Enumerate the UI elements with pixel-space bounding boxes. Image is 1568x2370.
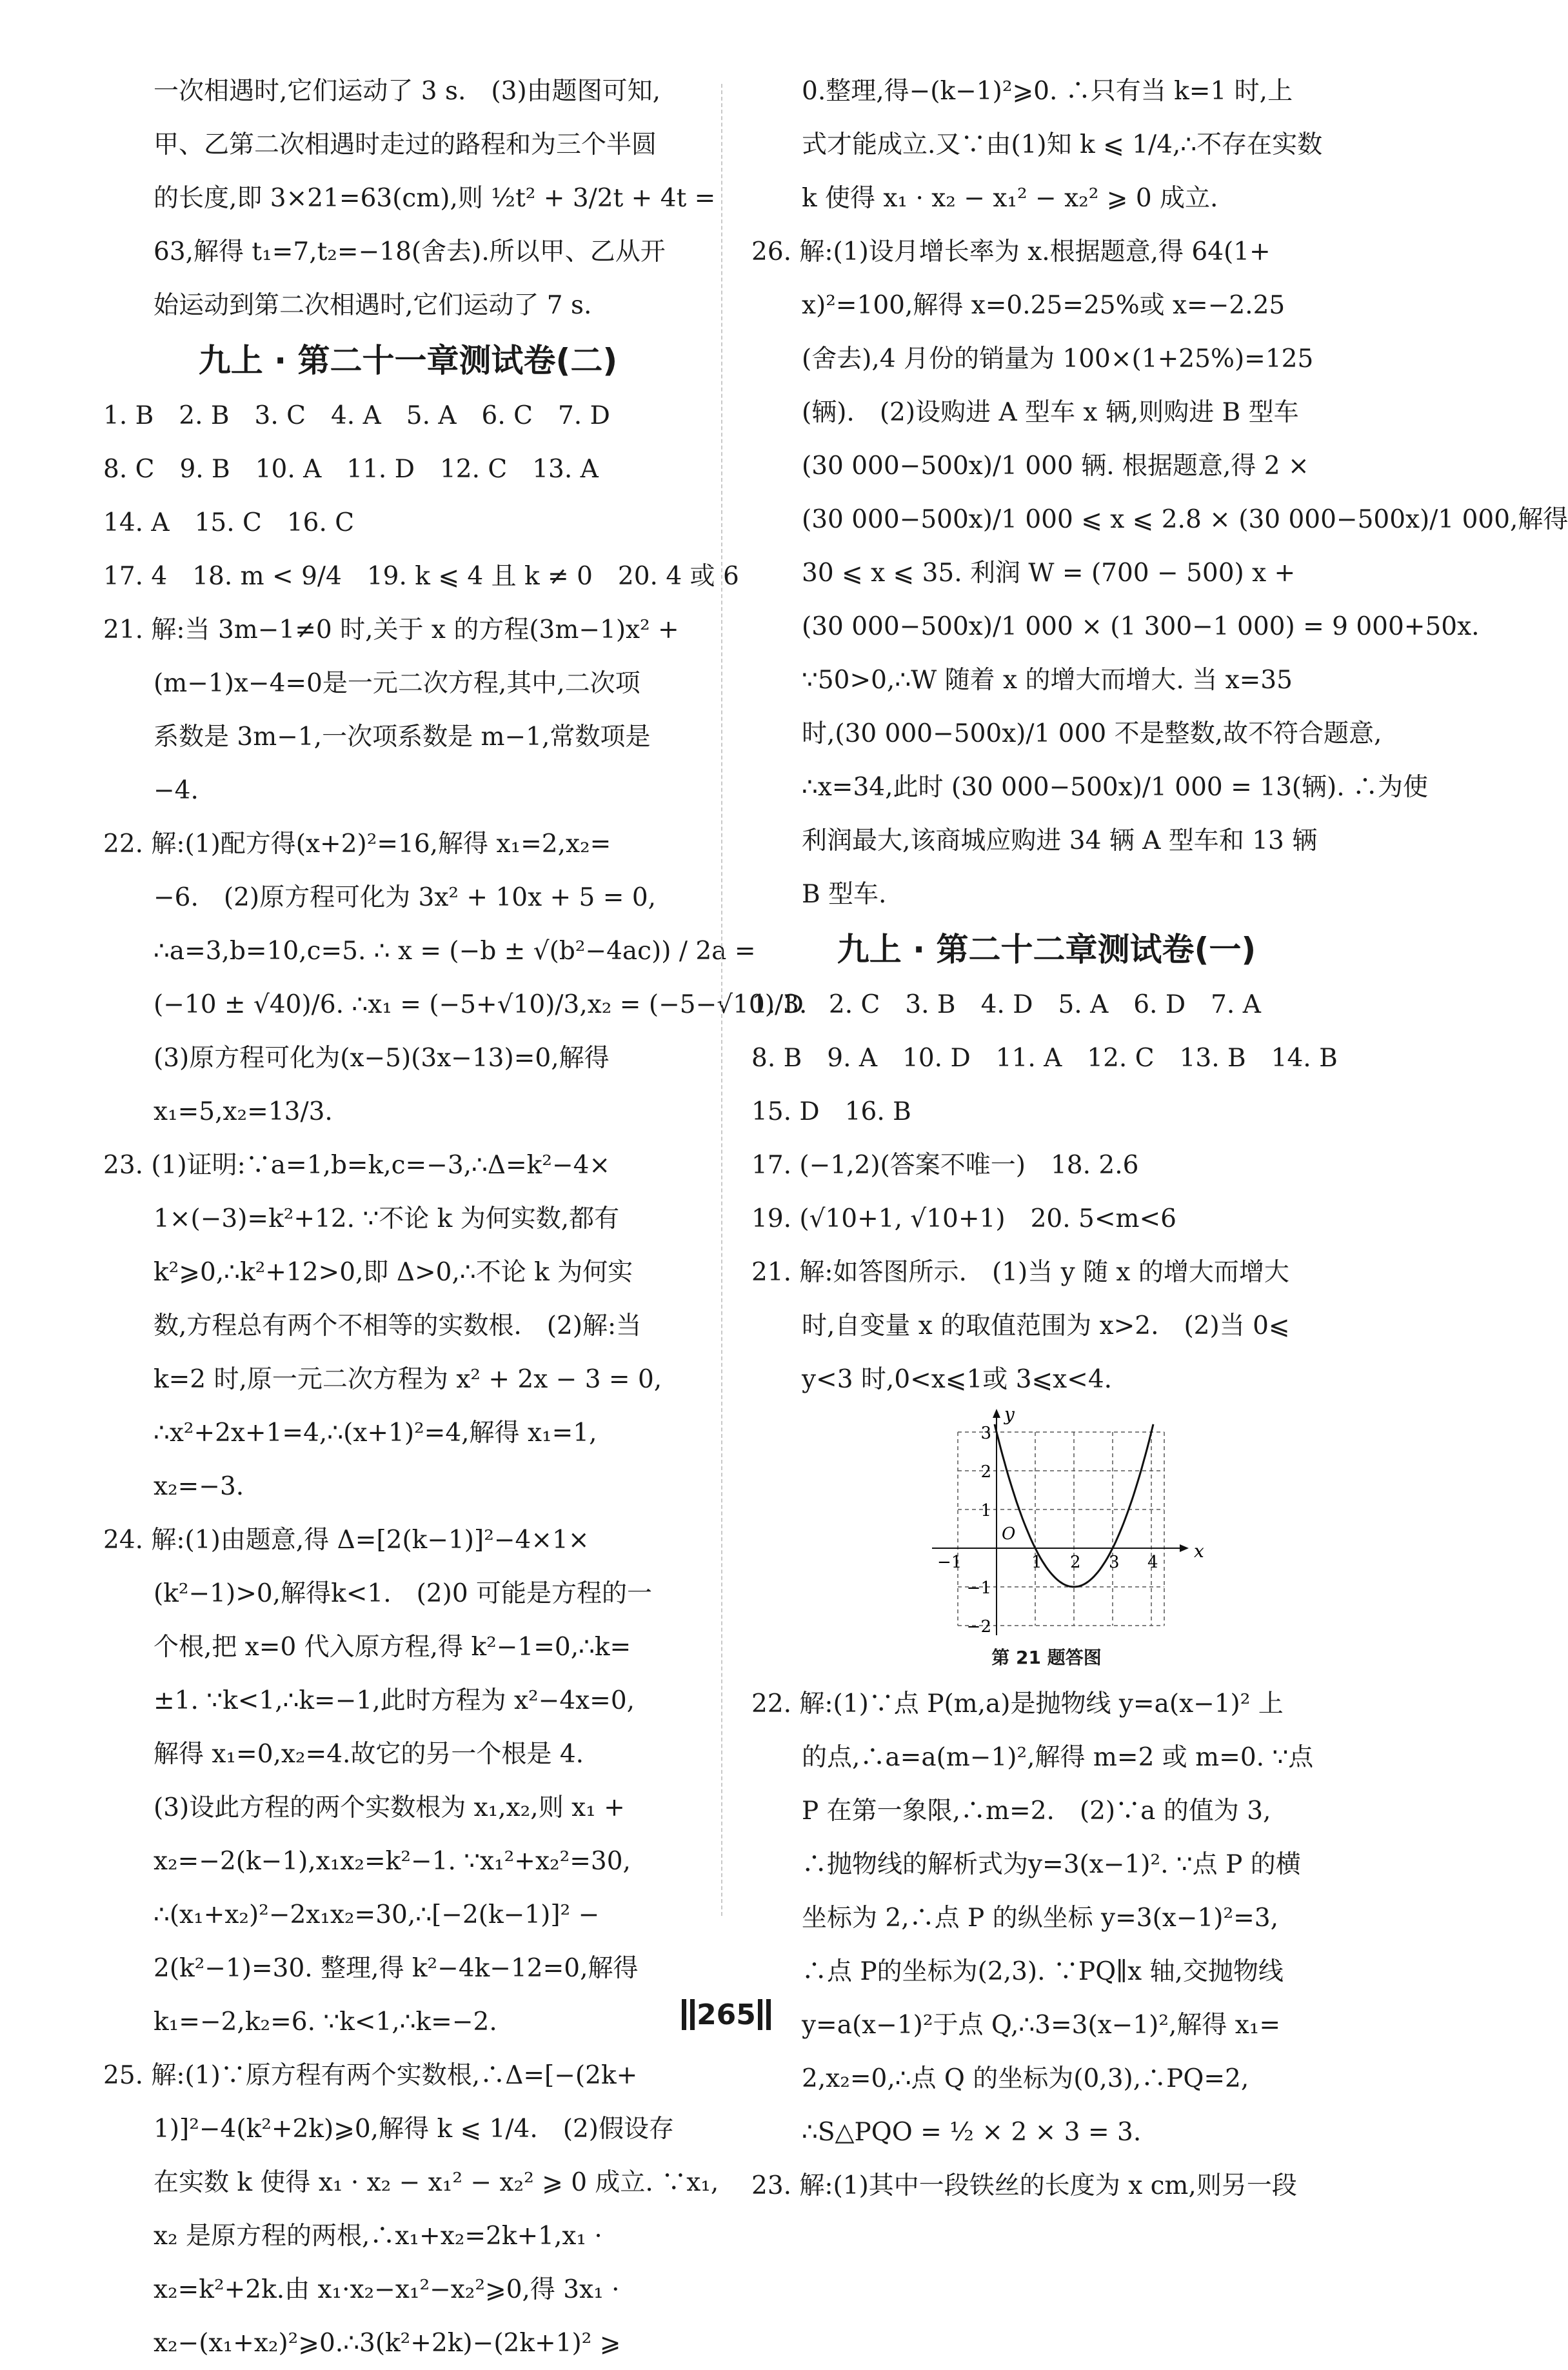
- text-line: 14. A 15. C 16. C: [103, 508, 355, 537]
- text-line: 在实数 k 使得 x₁ · x₂ − x₁² − x₂² ⩾ 0 成立. ∵x₁,: [154, 2168, 719, 2197]
- text-line: 个根,把 x=0 代入原方程,得 k²−1=0,∴k=: [154, 1633, 631, 1662]
- text-line: 的长度,即 3×21=63(cm),则 ½t² + 3/2t + 4t =: [154, 184, 716, 213]
- y-axis-arrow: [993, 1409, 1000, 1418]
- text-line: (k²−1)>0,解得k<1. (2)0 可能是方程的一: [154, 1579, 653, 1608]
- text-line: 的点,∴a=a(m−1)²,解得 m=2 或 m=0. ∵点: [802, 1743, 1314, 1772]
- origin-label: O: [1002, 1524, 1016, 1544]
- text-line: −4.: [154, 776, 199, 805]
- x-axis-label: x: [1194, 1540, 1204, 1562]
- text-line: ∴x²+2x+1=4,∴(x+1)²=4,解得 x₁=1,: [154, 1419, 597, 1448]
- text-line: 22. 解:(1)配方得(x+2)²=16,解得 x₁=2,x₂=: [103, 830, 611, 859]
- text-line: ∴S△PQO = ½ × 2 × 3 = 3.: [802, 2118, 1142, 2147]
- text-line: 时,(30 000−500x)/1 000 不是整数,故不符合题意,: [802, 719, 1382, 748]
- text-line: 23. (1)证明:∵a=1,b=k,c=−3,∴Δ=k²−4×: [103, 1151, 611, 1180]
- text-line: 21. 解:当 3m−1≠0 时,关于 x 的方程(3m−1)x² +: [103, 615, 679, 644]
- text-line: (m−1)x−4=0是一元二次方程,其中,二次项: [154, 669, 640, 698]
- text-line: 解得 x₁=0,x₂=4.故它的另一个根是 4.: [154, 1740, 584, 1769]
- column-divider: [721, 84, 722, 1916]
- text-line: k²⩾0,∴k²+12>0,即 Δ>0,∴不论 k 为何实: [154, 1258, 633, 1287]
- text-line: 式才能成立.又∵由(1)知 k ⩽ 1/4,∴不存在实数: [802, 130, 1323, 159]
- text-line: 22. 解:(1)∵点 P(m,a)是抛物线 y=a(x−1)² 上: [751, 1689, 1284, 1718]
- text-line: x₂ 是原方程的两根,∴x₁+x₂=2k+1,x₁ ·: [154, 2222, 602, 2251]
- text-line: (3)设此方程的两个实数根为 x₁,x₂,则 x₁ +: [154, 1793, 625, 1822]
- text-line: 1. D 2. C 3. B 4. D 5. A 6. D 7. A: [751, 990, 1261, 1019]
- text-line: ±1. ∵k<1,∴k=−1,此时方程为 x²−4x=0,: [154, 1686, 635, 1715]
- text-line: 21. 解:如答图所示. (1)当 y 随 x 的增大而增大: [751, 1258, 1289, 1287]
- text-line: 利润最大,该商城应购进 34 辆 A 型车和 13 辆: [802, 826, 1318, 855]
- y-tick-label: 1: [980, 1501, 991, 1520]
- text-line: 63,解得 t₁=7,t₂=−18(舍去).所以甲、乙从开: [154, 237, 666, 266]
- page-number-bar-icon: [682, 1999, 686, 2030]
- text-line: k₁=−2,k₂=6. ∵k<1,∴k=−2.: [154, 2007, 497, 2036]
- text-line: 26. 解:(1)设月增长率为 x.根据题意,得 64(1+: [751, 237, 1271, 266]
- text-line: 系数是 3m−1,一次项系数是 m−1,常数项是: [154, 722, 651, 752]
- text-line: 8. B 9. A 10. D 11. A 12. C 13. B 14. B: [751, 1044, 1338, 1073]
- text-line: k 使得 x₁ · x₂ − x₁² − x₂² ⩾ 0 成立.: [802, 184, 1218, 213]
- text-line: ∴a=3,b=10,c=5. ∴ x = (−b ± √(b²−4ac)) / 2a =: [154, 937, 756, 966]
- right-column-top: [751, 65, 1568, 1406]
- text-line: y=a(x−1)²于点 Q,∴3=3(x−1)²,解得 x₁=: [802, 2011, 1281, 2040]
- figure-caption: 第 21 题答图: [991, 1647, 1102, 1668]
- page-number-bar-icon: [690, 1999, 695, 2030]
- page-number-text: 265: [697, 1998, 756, 2031]
- x-axis-arrow: [1180, 1544, 1189, 1552]
- text-line: (−10 ± √40)/6. ∴x₁ = (−5+√10)/3,x₂ = (−5−√10)/3.: [154, 990, 808, 1019]
- text-line: x₂−(x₁+x₂)²⩾0.∴3(k²+2k)−(2k+1)² ⩾: [154, 2329, 621, 2358]
- text-line: 23. 解:(1)其中一段铁丝的长度为 x cm,则另一段: [751, 2171, 1297, 2200]
- text-line: 2,x₂=0,∴点 Q 的坐标为(0,3),∴PQ=2,: [802, 2064, 1249, 2093]
- text-line: x₂=−3.: [154, 1472, 244, 1501]
- text-line: (3)原方程可化为(x−5)(3x−13)=0,解得: [154, 1044, 610, 1073]
- right-column: [751, 65, 1568, 2213]
- text-line: ∴点 P的坐标为(2,3). ∵PQ∥x 轴,交抛物线: [802, 1957, 1284, 1986]
- text-line: (30 000−500x)/1 000 × (1 300−1 000) = 9 000+50x.: [802, 612, 1480, 641]
- section-heading: 九上 · 第二十二章测试卷(一): [837, 931, 1256, 968]
- text-line: 时,自变量 x 的取值范围为 x>2. (2)当 0⩽: [802, 1311, 1290, 1340]
- x-tick-label: 1: [1031, 1553, 1042, 1572]
- y-axis-label: y: [1004, 1404, 1015, 1425]
- text-line: (舍去),4 月份的销量为 100×(1+25%)=125: [802, 344, 1314, 373]
- y-tick-labels: [967, 1424, 991, 1637]
- x-tick-label: 4: [1147, 1553, 1158, 1572]
- text-line: 1×(−3)=k²+12. ∵不论 k 为何实数,都有: [154, 1204, 620, 1233]
- y-tick-label: −1: [966, 1578, 991, 1598]
- text-line: ∴抛物线的解析式为y=3(x−1)². ∵点 P 的横: [802, 1850, 1301, 1879]
- figure-21: [751, 1406, 1342, 1638]
- text-line: 8. C 9. B 10. A 11. D 12. C 13. A: [103, 455, 599, 484]
- text-line: ∴x=34,此时 (30 000−500x)/1 000 = 13(辆). ∴为使: [802, 773, 1429, 802]
- parabola-graph: [919, 1406, 1203, 1638]
- text-line: x₁=5,x₂=13/3.: [154, 1097, 333, 1126]
- text-line: 0.整理,得−(k−1)²⩾0. ∴只有当 k=1 时,上: [802, 77, 1293, 106]
- section-heading: 九上 · 第二十一章测试卷(二): [198, 342, 618, 379]
- text-line: B 型车.: [802, 880, 887, 909]
- text-line: 15. D 16. B: [751, 1097, 911, 1126]
- text-line: 1. B 2. B 3. C 4. A 5. A 6. C 7. D: [103, 401, 610, 430]
- text-line: 24. 解:(1)由题意,得 Δ=[2(k−1)]²−4×1×: [103, 1526, 590, 1555]
- text-line: 19. (√10+1, √10+1) 20. 5<m<6: [751, 1204, 1176, 1233]
- text-line: 1)]²−4(k²+2k)⩾0,解得 k ⩽ 1/4. (2)假设存: [154, 2115, 674, 2144]
- text-line: ∴(x₁+x₂)²−2x₁x₂=30,∴[−2(k−1)]² −: [154, 1900, 600, 1929]
- x-tick-label: −1: [937, 1553, 962, 1572]
- text-line: 17. 4 18. m < 9/4 19. k ⩽ 4 且 k ≠ 0 20. 4 或 6: [103, 562, 739, 591]
- text-line: 2(k²−1)=30. 整理,得 k²−4k−12=0,解得: [154, 1954, 639, 1983]
- text-line: 始运动到第二次相遇时,它们运动了 7 s.: [154, 291, 592, 320]
- y-tick-label: 3: [980, 1424, 991, 1443]
- text-line: 坐标为 2,∴点 P 的纵坐标 y=3(x−1)²=3,: [802, 1904, 1279, 1933]
- text-line: y<3 时,0<x⩽1或 3⩽x<4.: [802, 1365, 1113, 1394]
- text-line: x₂=k²+2k.由 x₁·x₂−x₁²−x₂²⩾0,得 3x₁ ·: [154, 2275, 620, 2304]
- page-number-bar-icon: [758, 1999, 762, 2030]
- text-line: 17. (−1,2)(答案不唯一) 18. 2.6: [751, 1151, 1139, 1180]
- text-line: 30 ⩽ x ⩽ 35. 利润 W = (700 − 500) x +: [802, 559, 1296, 588]
- text-line: 甲、乙第二次相遇时走过的路程和为三个半圆: [154, 130, 657, 159]
- text-line: (30 000−500x)/1 000 辆. 根据题意,得 2 ×: [802, 452, 1309, 481]
- x-tick-label: 3: [1109, 1553, 1120, 1572]
- text-line: 一次相遇时,它们运动了 3 s. (3)由题图可知,: [154, 77, 661, 106]
- text-line: x₂=−2(k−1),x₁x₂=k²−1. ∵x₁²+x₂²=30,: [154, 1847, 631, 1876]
- text-line: k=2 时,原一元二次方程为 x² + 2x − 3 = 0,: [154, 1365, 662, 1394]
- x-tick-label: 2: [1070, 1553, 1081, 1572]
- text-line: 25. 解:(1)∵原方程有两个实数根,∴Δ=[−(2k+: [103, 2061, 638, 2090]
- right-column-bottom: [751, 1677, 1342, 2213]
- text-line: 数,方程总有两个不相等的实数根. (2)解:当: [154, 1311, 642, 1340]
- page-number: [671, 1997, 782, 2033]
- text-line: (辆). (2)设购进 A 型车 x 辆,则购进 B 型车: [802, 398, 1299, 427]
- text-line: P 在第一象限,∴m=2. (2)∵a 的值为 3,: [802, 1797, 1271, 1826]
- text-line: (30 000−500x)/1 000 ⩽ x ⩽ 2.8 × (30 000−500x)/1 000,解得: [802, 505, 1568, 534]
- text-line: x)²=100,解得 x=0.25=25%或 x=−2.25: [802, 291, 1285, 320]
- y-tick-label: 2: [980, 1462, 991, 1482]
- text-line: −6. (2)原方程可化为 3x² + 10x + 5 = 0,: [154, 883, 657, 912]
- y-tick-label: −2: [966, 1617, 991, 1637]
- page-number-bar-icon: [766, 1999, 771, 2030]
- text-line: ∵50>0,∴W 随着 x 的增大而增大. 当 x=35: [802, 666, 1293, 695]
